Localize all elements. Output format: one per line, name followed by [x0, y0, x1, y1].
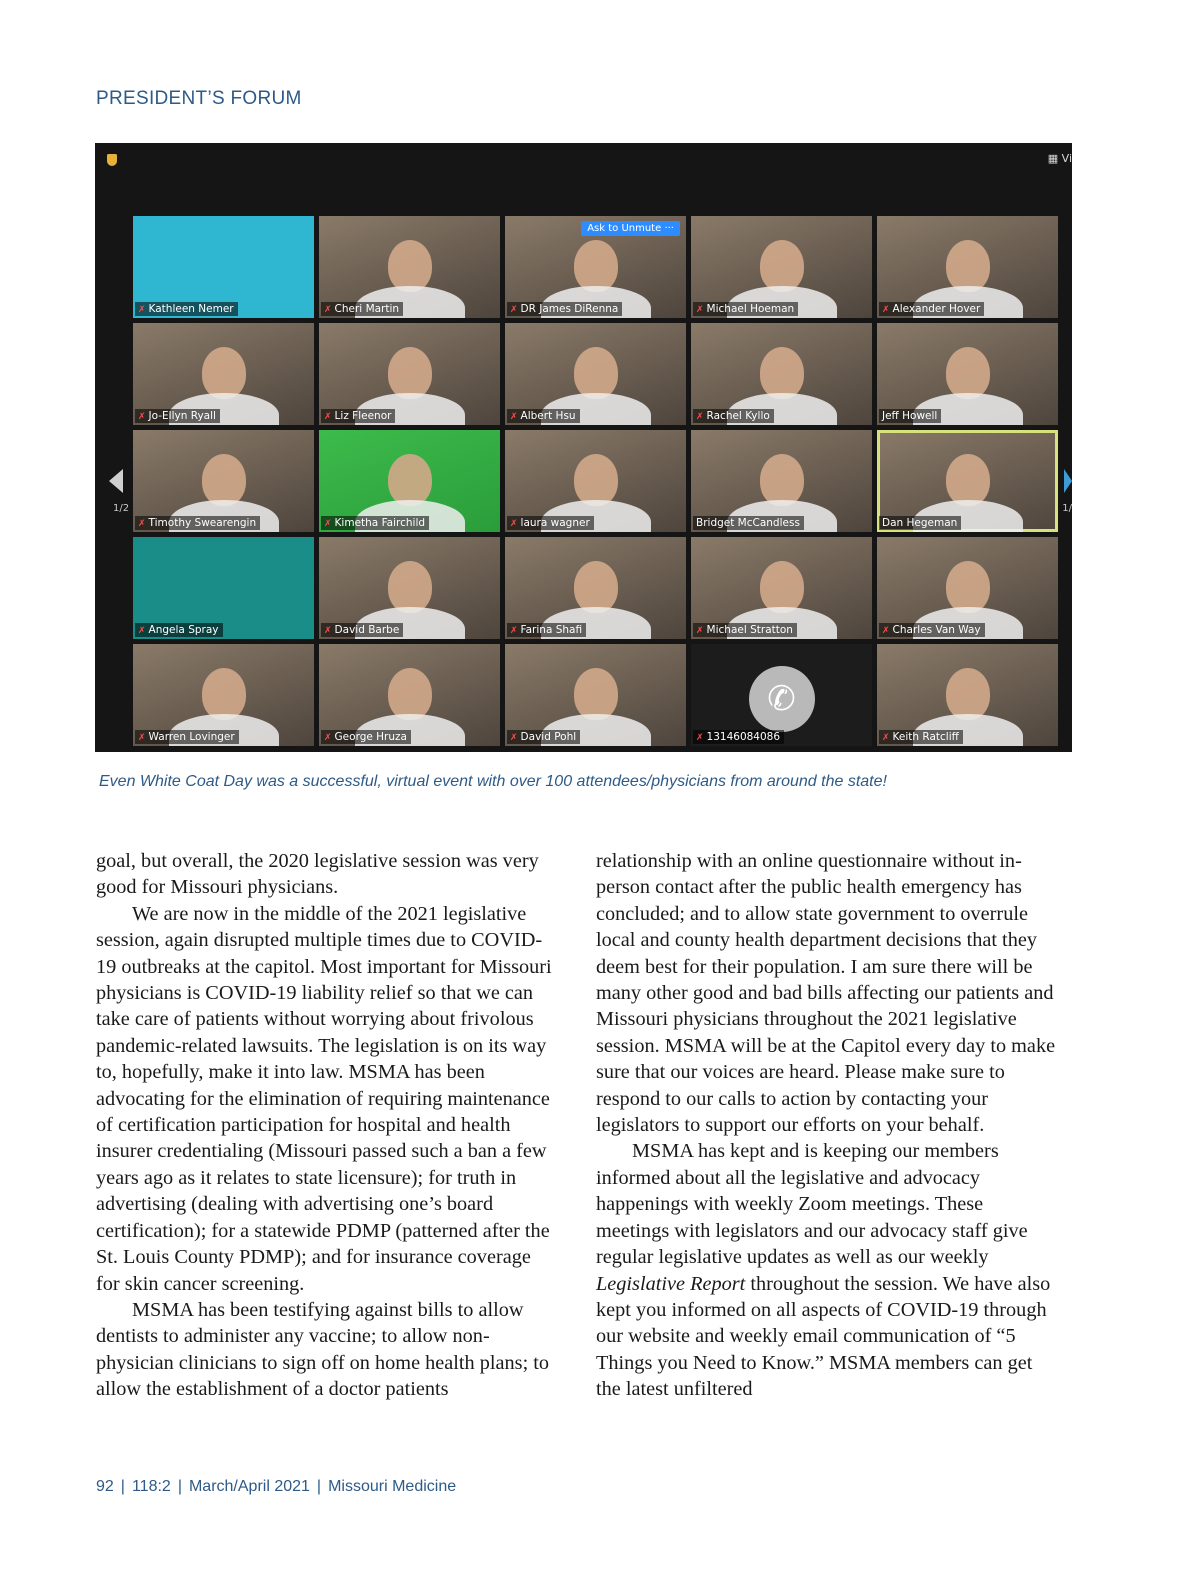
muted-mic-icon: ✗: [324, 519, 332, 529]
muted-mic-icon: ✗: [324, 412, 332, 422]
participant-name: ✗ Alexander Hover: [879, 302, 984, 316]
participant-name: ✗ Kimetha Fairchild: [321, 516, 429, 530]
muted-mic-icon: ✗: [696, 733, 704, 743]
page-number: 92: [96, 1478, 114, 1495]
muted-mic-icon: ✗: [510, 412, 518, 422]
participant-name: ✗ David Pohl: [507, 730, 580, 744]
participant-name: Bridget McCandless: [693, 516, 804, 530]
page-indicator-right: 1/: [1062, 503, 1072, 514]
next-page-arrow-icon: [1064, 469, 1072, 493]
participant-tile: [133, 537, 314, 639]
participant-name: ✗ Angela Spray: [135, 623, 223, 637]
security-shield-icon: [107, 154, 117, 166]
muted-mic-icon: ✗: [510, 626, 518, 636]
muted-mic-icon: ✗: [882, 305, 890, 315]
participant-name: ✗ Farina Shafi: [507, 623, 586, 637]
muted-mic-icon: ✗: [696, 412, 704, 422]
participant-tile: [319, 430, 500, 532]
ask-to-unmute-button: Ask to Unmute ···: [581, 221, 680, 236]
muted-mic-icon: ✗: [138, 626, 146, 636]
participant-name: Jeff Howell: [879, 409, 941, 423]
participant-name: ✗ Jo-Ellyn Ryall: [135, 409, 220, 423]
paragraph: goal, but overall, the 2020 legislative session was very good for Missouri physicians.: [96, 850, 539, 899]
participant-tile: [133, 323, 314, 425]
issue-date: March/April 2021: [188, 1478, 310, 1495]
participant-tile: [691, 430, 872, 532]
participant-tile: [133, 216, 314, 318]
muted-mic-icon: ✗: [696, 305, 704, 315]
zoom-meeting-screenshot: [95, 143, 1072, 752]
participant-name: ✗ Keith Ratcliff: [879, 730, 963, 744]
participant-tile: [505, 644, 686, 746]
participant-tile: [877, 216, 1058, 318]
participant-name: ✗ Michael Stratton: [693, 623, 797, 637]
muted-mic-icon: ✗: [138, 519, 146, 529]
participant-name: Dan Hegeman: [879, 516, 961, 530]
article-column-left: [96, 848, 556, 1403]
page-indicator-left: 1/2: [113, 503, 130, 514]
participant-name: ✗ Rachel Kyllo: [693, 409, 774, 423]
paragraph: We are now in the middle of the 2021 legislative session, again disrupted multiple times due to COVID-19 outbreaks at the capitol. Most important for Missouri physicians is COVID-19 liability relief so that we can take care of patients without worrying about frivolous pandemic-related lawsuits. The legislation is on its way to, hopefully, make it into law. MSMA has been advocating for the elimination of requiring maintenance of certification participation for hospital and health insurer credentialing (Missouri passed such a ban a few years ago as it relates to state licensure); for truth in advertising (dealing with advertising one’s board certification); for a statewide PDMP (patterned after the St. Louis County PDMP); and for insurance coverage for skin cancer screening.: [96, 902, 552, 1295]
participant-tile: [691, 323, 872, 425]
article-column-right: [596, 848, 1056, 1403]
muted-mic-icon: ✗: [882, 626, 890, 636]
participant-grid: [133, 216, 1058, 746]
muted-mic-icon: ✗: [324, 733, 332, 743]
participant-name: ✗ Timothy Swearengin: [135, 516, 260, 530]
page-footer: 92 | 118:2 | March/April 2021 | Missouri Medicine: [96, 1478, 457, 1495]
muted-mic-icon: ✗: [138, 305, 146, 315]
previous-page-arrow-icon: [109, 469, 123, 493]
publication-name: Missouri Medicine: [328, 1478, 457, 1495]
participant-name: ✗ Charles Van Way: [879, 623, 985, 637]
participant-name: ✗ Kathleen Nemer: [135, 302, 238, 316]
participant-tile: [319, 537, 500, 639]
volume-issue: 118:2: [131, 1478, 171, 1495]
muted-mic-icon: ✗: [324, 626, 332, 636]
participant-tile: [505, 537, 686, 639]
paragraph: MSMA has kept and is keeping our members informed about all the legislative and advocacy happenings with weekly Zoom meetings. These meetings with legislators and our advocacy staff give regular legislative updates as well as our weekly Legislative Report throughout the session. We have also kept you informed on all aspects of COVID-19 through our website and weekly email communication of “5 Things you Need to Know.” MSMA members can get the latest unfiltered: [596, 1140, 1051, 1401]
participant-tile: [691, 216, 872, 318]
participant-name: ✗ Albert Hsu: [507, 409, 580, 423]
paragraph: MSMA has been testifying against bills to allow dentists to administer any vaccine; to allow non-physician clinicians to sign off on home health plans; to allow the establishment of a doctor patients: [96, 1298, 550, 1401]
participant-tile: [505, 216, 686, 318]
participant-name: ✗ DR James DiRenna: [507, 302, 622, 316]
muted-mic-icon: ✗: [510, 519, 518, 529]
phone-participant-tile: [691, 644, 872, 746]
muted-mic-icon: ✗: [138, 412, 146, 422]
participant-tile: [691, 537, 872, 639]
participant-name: ✗ Warren Lovinger: [135, 730, 239, 744]
participant-name: ✗ Liz Fleenor: [321, 409, 395, 423]
muted-mic-icon: ✗: [882, 733, 890, 743]
muted-mic-icon: ✗: [324, 305, 332, 315]
active-speaker-tile: [877, 430, 1058, 532]
paragraph: relationship with an online questionnaire without in-person contact after the public health emergency has concluded; and to allow state government to overrule local and county health department decisions that they deem best for their population. I am sure there will be many other good and bad bills affecting our patients and Missouri physicians throughout the 2021 legislative session. MSMA will be at the Capitol every day to make sure that our voices are heard. Please make sure to respond to our calls to action by contacting your legislators to support our efforts on your behalf.: [596, 850, 1056, 1137]
participant-name: ✗ George Hruza: [321, 730, 411, 744]
section-label: PRESIDENT’S FORUM: [96, 88, 302, 109]
participant-tile: [133, 644, 314, 746]
muted-mic-icon: ✗: [138, 733, 146, 743]
participant-tile: [319, 323, 500, 425]
participant-name: ✗ laura wagner: [507, 516, 594, 530]
participant-name: ✗ 13146084086: [693, 730, 784, 744]
muted-mic-icon: ✗: [510, 733, 518, 743]
participant-name: ✗ Michael Hoeman: [693, 302, 798, 316]
view-button-label: Vi: [1061, 152, 1072, 165]
muted-mic-icon: ✗: [696, 626, 704, 636]
participant-tile: [133, 430, 314, 532]
participant-tile: [877, 323, 1058, 425]
phone-icon: ✆: [749, 666, 815, 732]
participant-tile: [505, 430, 686, 532]
participant-tile: [319, 216, 500, 318]
participant-name: ✗ David Barbe: [321, 623, 403, 637]
muted-mic-icon: ✗: [510, 305, 518, 315]
participant-name: ✗ Cheri Martin: [321, 302, 403, 316]
participant-tile: [319, 644, 500, 746]
publication-title: Legislative Report: [596, 1272, 746, 1295]
participant-tile: [505, 323, 686, 425]
participant-tile: [877, 537, 1058, 639]
participant-tile: [877, 644, 1058, 746]
view-button: ▦ Vi: [1047, 152, 1072, 165]
photo-caption: Even White Coat Day was a successful, virtual event with over 100 attendees/physicians from around the state!: [99, 773, 887, 790]
